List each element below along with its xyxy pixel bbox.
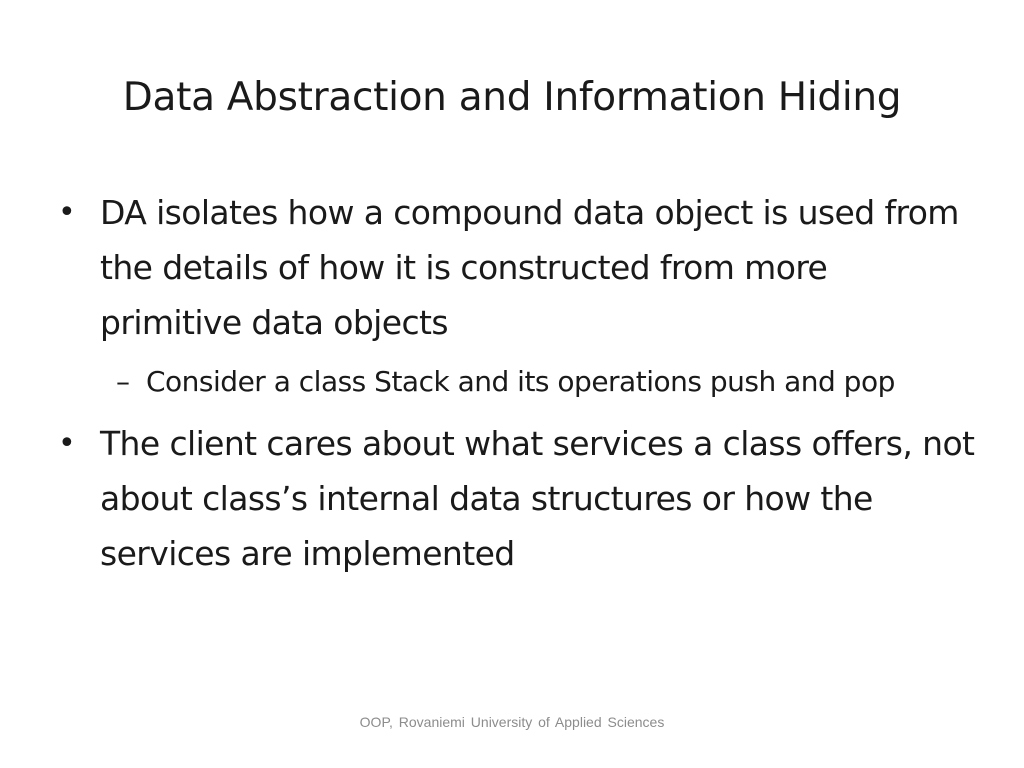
sub-bullet-item [58,358,978,406]
sub-bullet-text: Consider a class Stack and its operations push and pop [146,365,895,398]
slide-body [58,185,978,589]
dash-icon: – [116,365,130,398]
bullet-icon: • [58,426,76,461]
bullet-item [58,185,978,350]
bullet-item [58,416,978,581]
bullet-text: DA isolates how a compound data object is used from the details of how it is constructed from more primitive data objects [100,193,959,342]
bullet-text: The client cares about what services a class offers, not about class’s internal data structures or how the services are implemented [100,424,975,573]
slide-footer: OOP, Rovaniemi University of Applied Sciences [359,714,665,730]
slide-title: Data Abstraction and Information Hiding [122,75,902,120]
bullet-icon: • [58,195,76,230]
